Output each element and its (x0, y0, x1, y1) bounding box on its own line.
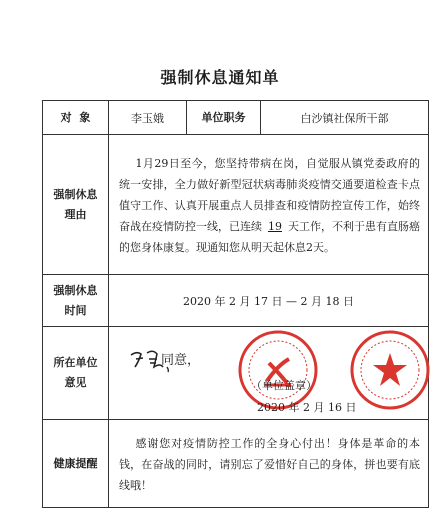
subject-name: 李玉娥 (109, 101, 187, 135)
rest-time-label: 强制休息 时间 (43, 275, 109, 327)
unit-position-label: 单位职务 (187, 101, 261, 135)
unit-opinion-label: 所在单位 意见 (43, 327, 109, 420)
reason-text-before: 1月29日至今，您坚持带病在岗，自觉服从镇党委政府的统一安排，全力做好新型冠状病毒肺炎疫情交通要道检查卡点值守工作、认真开展重点人员排查和疫情防控宣传工作，始终奋战在疫情防控一线，已连续 (119, 157, 420, 233)
seal-note: （单位盖章） (251, 379, 317, 392)
unit-position-value: 白沙镇社保所干部 (261, 101, 429, 135)
subject-label: 对 象 (43, 101, 109, 135)
rest-period: 2020 年 2 月 17 日 — 2 月 18 日 (109, 275, 429, 327)
reason-text-after: 天工作，不利于患有直肠癌的您身体康复。现通知您从明天起休息2天。 (119, 220, 420, 254)
document-title: 强制休息通知单 (160, 68, 280, 87)
notice-form-table (42, 100, 429, 508)
reason-text (109, 135, 429, 275)
health-tip-text: 感谢您对疫情防控工作的全身心付出！身体是革命的本钱，在奋战的同时，请别忘了爱惜好自己的身体，拼也要有底线哦！ (109, 420, 429, 508)
consecutive-days: 19 (268, 220, 282, 233)
signature-text: 同意， (161, 353, 201, 368)
reason-label: 强制休息 理由 (43, 135, 109, 275)
health-tip-label: 健康提醒 (43, 420, 109, 508)
seal-date: 2020 年 2 月 16 日 (257, 401, 357, 414)
unit-opinion-cell (109, 327, 429, 420)
government-seal (349, 329, 431, 411)
